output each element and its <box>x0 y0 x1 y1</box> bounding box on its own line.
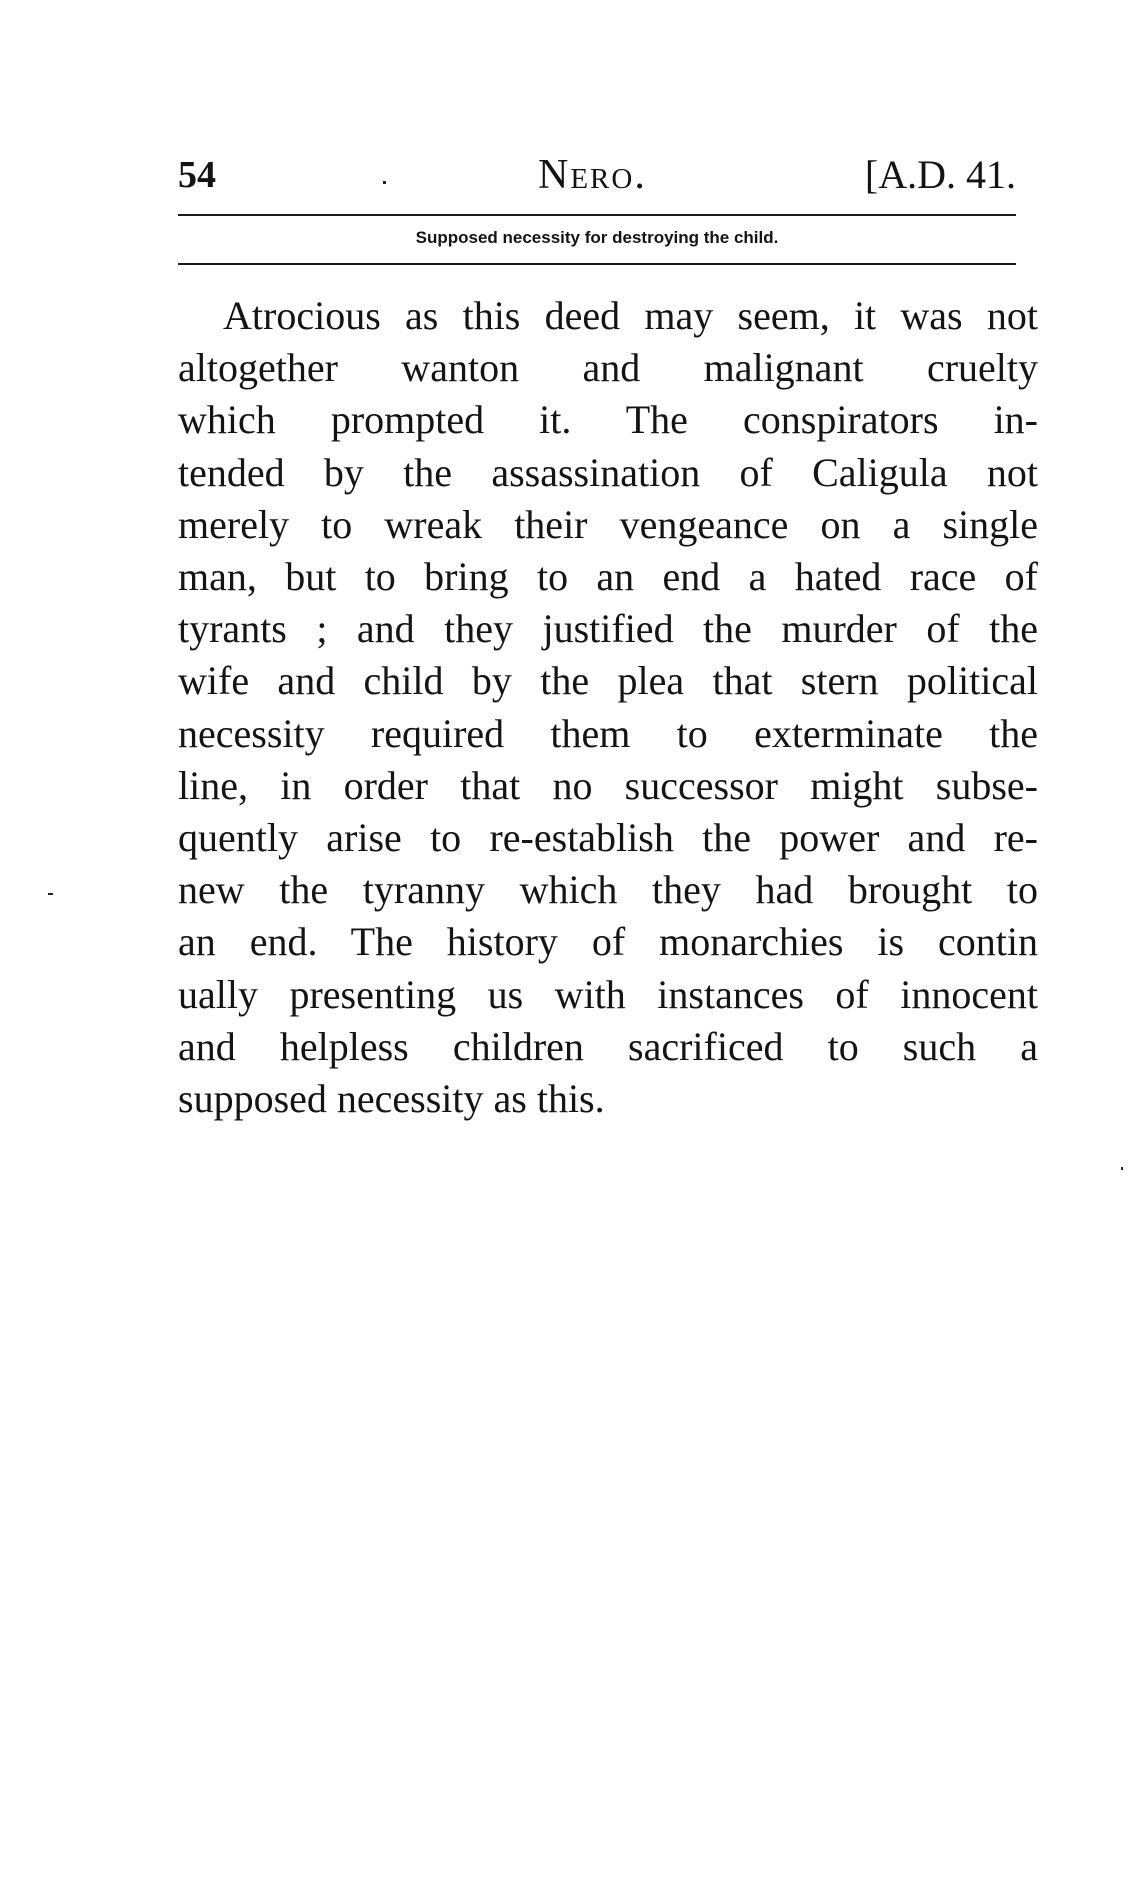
text-line: altogether wanton and malignant cruelty <box>178 345 1038 391</box>
ink-speck <box>48 893 53 895</box>
running-title: Nero. <box>538 152 647 198</box>
section-subhead: Supposed necessity for destroying the child. <box>415 228 779 247</box>
text-line: man, but to bring to an end a hated race of <box>178 554 1038 600</box>
text-line: ually presenting us with instances of innocent <box>178 971 1038 1017</box>
ink-speck <box>1121 1167 1123 1170</box>
text-line: tended by the assassination of Caligula not <box>178 449 1038 495</box>
text-line: tyrants ; and they justified the murder of the <box>178 606 1038 652</box>
text-line: line, in order that no successor might subse- <box>178 762 1038 808</box>
text-line: merely to wreak their vengeance on a single <box>178 501 1038 547</box>
text-line: Atrocious as this deed may seem, it was not <box>223 293 1038 338</box>
header-rule-bottom <box>178 263 1016 265</box>
text-line: and helpless children sacrificed to such a <box>178 1023 1038 1069</box>
text-line: new the tyranny which they had brought to <box>178 867 1038 913</box>
text-line: quently arise to re-establish the power and re- <box>178 815 1038 861</box>
header-rule-top <box>178 214 1016 216</box>
page-number: 54 <box>178 154 216 196</box>
running-head <box>178 150 1016 210</box>
text-line: wife and child by the plea that stern political <box>178 658 1038 704</box>
text-line: necessity required them to exterminate the <box>178 710 1038 756</box>
ink-speck <box>383 181 386 184</box>
running-date: [A.D. 41. <box>864 152 1016 197</box>
text-line: which prompted it. The conspirators in- <box>178 397 1038 443</box>
text-line: an end. The history of monarchies is contin <box>178 919 1038 965</box>
body-paragraph <box>178 290 1038 1125</box>
text-line: supposed necessity as this. <box>178 1076 605 1122</box>
